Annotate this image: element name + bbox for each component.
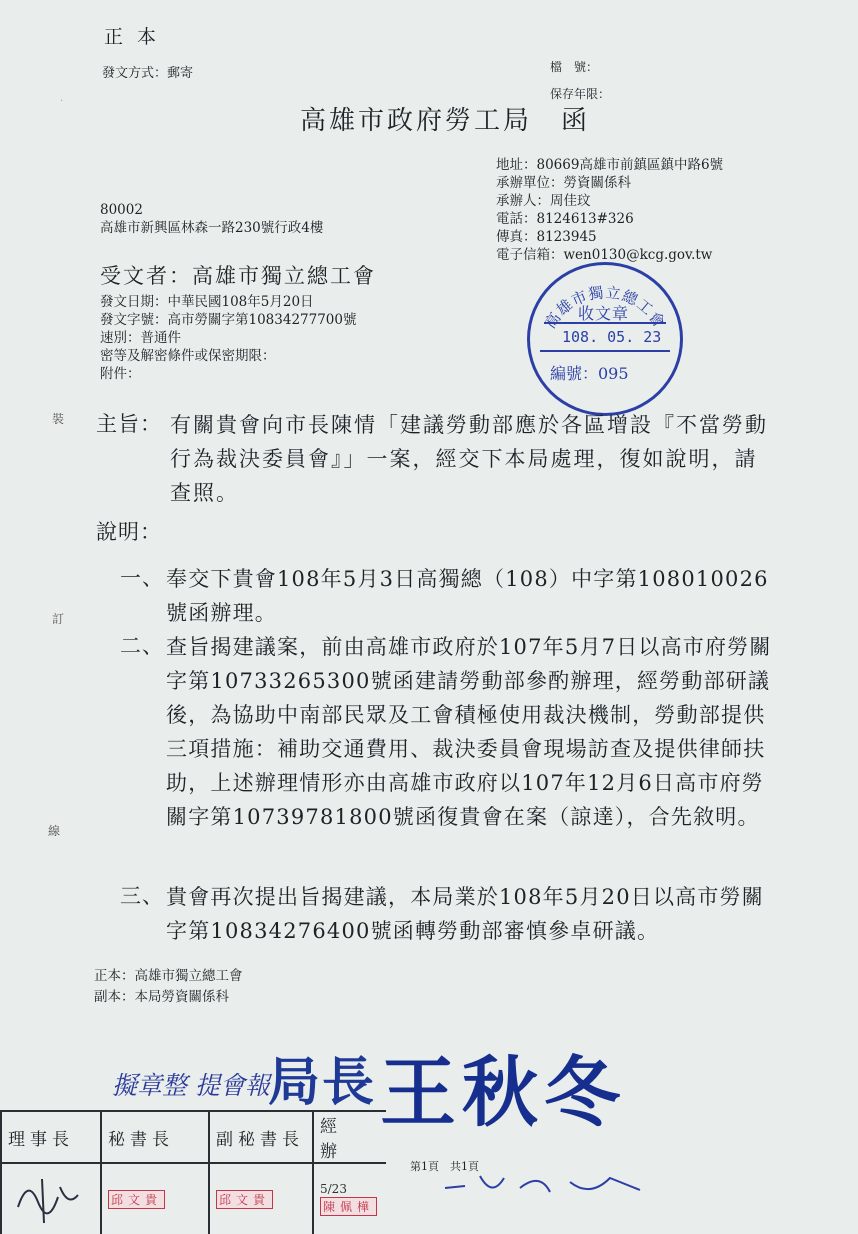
sender-email: 電子信箱：wen0130@kcg.gov.tw xyxy=(496,247,713,263)
archive-number: 檔 號： xyxy=(550,60,599,74)
subject-text: 有關貴會向市長陳情「建議勞動部應於各區增設『不當勞動行為裁決委員會』」一案，經交下本局處理，復如說明，請查照。 xyxy=(170,413,768,505)
item-number: 一、 xyxy=(120,566,164,590)
binding-mark-2: 訂 xyxy=(52,612,65,626)
handwritten-note: 擬章整 提會報 xyxy=(112,1071,270,1100)
signatory-title: 局長 xyxy=(268,1053,377,1113)
approval-table xyxy=(0,1110,386,1234)
sender-officer: 承辦人：周佳玟 xyxy=(496,193,591,209)
header-handler: 經 辦 xyxy=(313,1111,386,1163)
sender-phone: 電話：8124613#326 xyxy=(496,211,634,227)
copy-label: 正本 xyxy=(104,26,171,48)
distribution xyxy=(94,966,243,1008)
approval-header-row xyxy=(1,1111,386,1163)
recipient-postal-address xyxy=(100,201,323,237)
chop-stamp: 邱文貴 xyxy=(108,1190,165,1209)
stamp-label: 收文章 xyxy=(578,304,630,323)
item-text: 貴會再次提出旨揭建議，本局業於108年5月20日以高市勞關字第10834276400號函轉勞動部審慎參卓研議。 xyxy=(166,885,764,943)
stamp-org: 高雄市獨立總工會 xyxy=(541,283,669,332)
header-deputy-secretary: 副秘書長 xyxy=(209,1111,313,1163)
issue-date: 發文日期：中華民國108年5月20日 xyxy=(100,294,314,310)
handwritten-scribble-icon xyxy=(440,1168,660,1200)
document-title: 高雄市政府勞工局 函 xyxy=(300,106,591,136)
deputy-signature-cell xyxy=(209,1163,313,1234)
handler-date: 5/23 xyxy=(320,1182,347,1196)
handler-chop: 陳佩樺 xyxy=(320,1197,377,1216)
street-address: 高雄市新興區林森一路230號行政4樓 xyxy=(100,220,324,236)
document-meta xyxy=(100,293,356,383)
stamp-date: 108. 05. 23 xyxy=(562,328,662,346)
postal-code: 80002 xyxy=(100,202,143,218)
chairman-signature-cell xyxy=(1,1163,101,1234)
punch-hole-mark: · xyxy=(60,96,64,107)
handwritten-signature-icon xyxy=(8,1167,88,1227)
sender-info xyxy=(496,156,723,264)
received-stamp xyxy=(527,262,683,416)
stamp-serial: 編號：095 xyxy=(550,364,629,383)
item-number: 三、 xyxy=(120,884,164,908)
header-secretary-general: 秘書長 xyxy=(101,1111,209,1163)
attachments: 附件： xyxy=(100,366,141,382)
item-text: 查旨揭建議案，前由高雄市政府於107年5月7日以高市府勞關字第10733265300號函建請勞動部參酌辦理，經勞動部研議後，為協助中南部民眾及工會積極使用裁決機制，勞動部提供三項措施：補助交通費用、裁決委員會現場訪查及提供律師扶助，上述辦理情形亦由高雄市政府以107年12月6日高市府勞關字第10739781800號函復貴會在案（諒達），合先敘明。 xyxy=(166,635,772,829)
security-level: 密等及解密條件或保密期限： xyxy=(100,348,276,364)
sender-address: 地址：80669高雄市前鎮區鎮中路6號 xyxy=(496,157,724,173)
item-number: 二、 xyxy=(120,634,164,658)
secretary-signature-cell xyxy=(101,1163,209,1234)
signatory-name: 王秋冬 xyxy=(380,1048,626,1137)
handler-signature-cell xyxy=(313,1163,386,1234)
sender-unit: 承辦單位：勞資關係科 xyxy=(496,175,631,191)
document-number: 發文字號：高市勞關字第10834277700號 xyxy=(100,312,357,328)
explanation-label: 說明： xyxy=(96,520,162,544)
page-number: 第1頁 共1頁 xyxy=(410,1160,479,1173)
sender-fax: 傳真：8123945 xyxy=(496,229,597,245)
subject-label: 主旨： xyxy=(96,412,162,436)
binding-mark-3: 線 xyxy=(48,824,61,838)
original-recipient: 正本：高雄市獨立總工會 xyxy=(94,968,243,984)
item-text: 奉交下貴會108年5月3日高獨總（108）中字第108010026號函辦理。 xyxy=(166,567,769,625)
copy-recipient: 副本：本局勞資關係科 xyxy=(94,989,229,1005)
recipient: 受文者：高雄市獨立總工會 xyxy=(100,264,376,288)
approval-signature-row xyxy=(1,1163,386,1234)
dispatch-method: 發文方式：郵寄 xyxy=(102,66,194,81)
header-chairman: 理事長 xyxy=(1,1111,101,1163)
chop-stamp: 邱文貴 xyxy=(216,1190,273,1209)
binding-mark-1: 裝 xyxy=(52,412,65,426)
retention-period: 保存年限： xyxy=(550,87,611,101)
speed-class: 速別：普通件 xyxy=(100,330,181,346)
